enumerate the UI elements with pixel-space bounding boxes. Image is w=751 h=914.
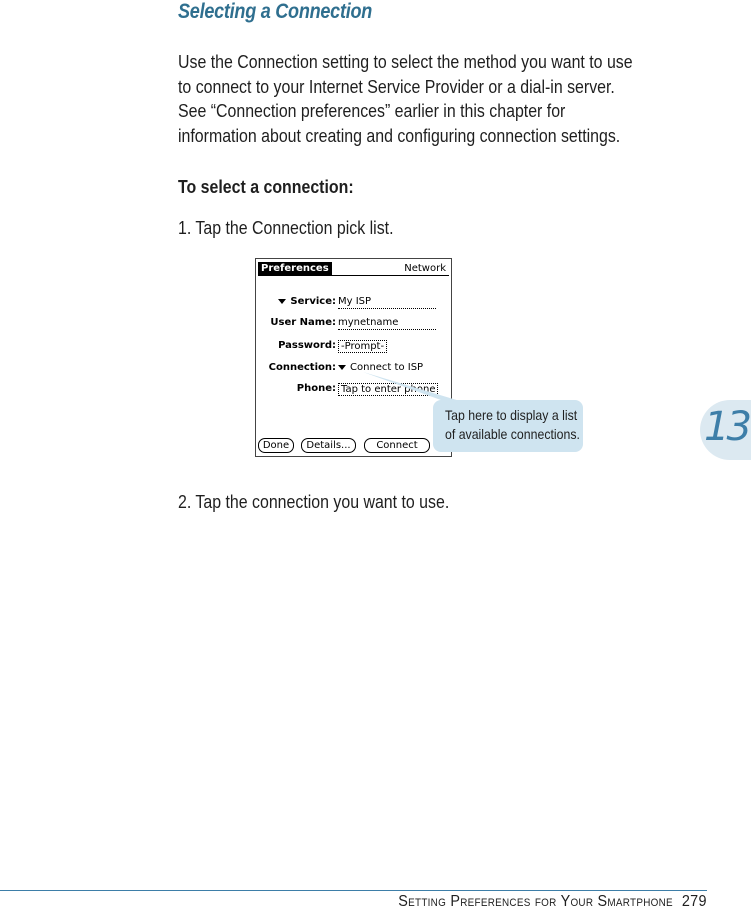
section-heading: Selecting a Connection xyxy=(178,0,373,23)
paragraph-line: to connect to your Internet Service Provider or a dial-in server. xyxy=(178,75,615,97)
callout-box xyxy=(433,400,583,452)
paragraph-line: Use the Connection setting to select the method you want to use xyxy=(178,51,633,72)
screen-title: Preferences xyxy=(258,262,332,276)
connect-button[interactable]: Connect xyxy=(364,438,430,453)
footer-title: Setting Preferences for Your Smartphone xyxy=(398,893,674,910)
connection-pick-list[interactable]: Connect to ISP xyxy=(338,362,423,373)
username-label: User Name: xyxy=(270,317,336,328)
username-field[interactable]: mynetname xyxy=(338,317,436,330)
chapter-number: 13 xyxy=(704,404,749,450)
phone-field[interactable]: Tap to enter phone xyxy=(338,383,438,396)
phone-label: Phone: xyxy=(296,383,336,394)
paragraph-line: information about creating and configuring connection settings. xyxy=(178,125,621,147)
footer-rule xyxy=(0,890,707,891)
category-picker[interactable]: Network xyxy=(404,263,446,274)
step-1: 1. Tap the Connection pick list. xyxy=(178,217,394,238)
password-label: Password: xyxy=(278,340,336,351)
paragraph-line: See “Connection preferences” earlier in this chapter for xyxy=(178,100,566,122)
details-button[interactable]: Details... xyxy=(301,438,356,453)
password-field[interactable]: -Prompt- xyxy=(338,340,387,353)
connection-label: Connection: xyxy=(268,362,336,373)
callout-line: Tap here to display a list xyxy=(445,407,578,423)
running-footer xyxy=(399,893,707,911)
procedure-heading: To select a connection: xyxy=(178,176,354,197)
callout-line: of available connections. xyxy=(445,426,580,442)
done-button[interactable]: Done xyxy=(258,438,294,453)
page-number: 279 xyxy=(682,893,707,910)
service-label: Service: xyxy=(278,296,336,307)
step-2: 2. Tap the connection you want to use. xyxy=(178,491,450,512)
service-value[interactable]: My ISP xyxy=(338,296,436,309)
